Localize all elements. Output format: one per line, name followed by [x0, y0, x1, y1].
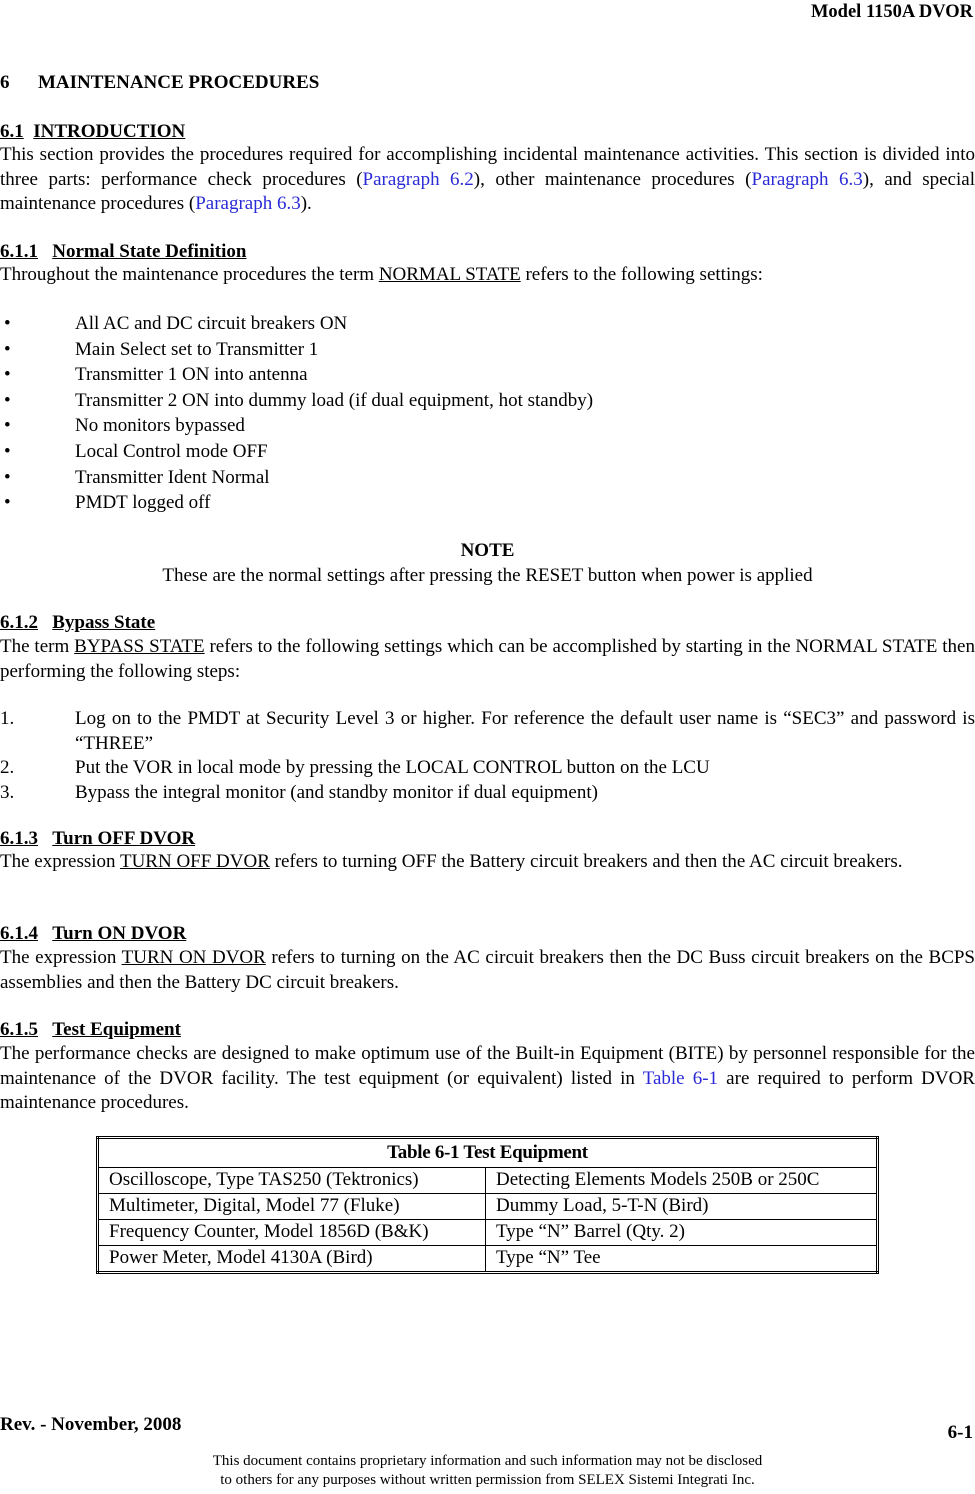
list-item-text: Local Control mode OFF — [75, 440, 268, 462]
table-cell: Type “N” Barrel (Qty. 2) — [486, 1220, 878, 1246]
text: The expression — [0, 851, 120, 872]
paragraph-link[interactable]: Paragraph 6.3 — [751, 168, 863, 190]
list-item — [0, 338, 975, 364]
chapter-number: 6 — [0, 72, 10, 93]
defined-term: TURN ON DVOR — [121, 947, 266, 968]
list-item — [0, 466, 975, 492]
list-item — [0, 781, 975, 806]
paragraph-link[interactable]: Paragraph 6.3 — [195, 193, 301, 214]
bullet: • — [4, 389, 11, 411]
list-item-text: Transmitter 2 ON into dummy load (if dual equipment, hot standby) — [75, 389, 594, 411]
defined-term: BYPASS STATE — [74, 636, 205, 657]
list-item-text: Main Select set to Transmitter 1 — [75, 338, 319, 360]
table-cell: Detecting Elements Models 250B or 250C — [486, 1168, 878, 1194]
list-item-text: No monitors bypassed — [75, 415, 245, 437]
text: This section provides the procedures required for accomplishing incidental maintenance activities. This section is divided into three parts: performance check procedures ( — [0, 144, 975, 190]
table-row — [98, 1246, 878, 1273]
list-item — [0, 363, 975, 389]
table-caption: Table 6-1 Test Equipment — [98, 1138, 878, 1168]
section-title: Normal State Definition — [52, 241, 247, 262]
section-number: 6.1.5 — [0, 1019, 38, 1040]
text: The expression — [0, 947, 122, 968]
text: refers to turning OFF the Battery circuit breakers and then the AC circuit breakers. — [269, 851, 903, 872]
chapter-title: MAINTENANCE PROCEDURES — [38, 72, 320, 93]
table-cell: Dummy Load, 5-T-N (Bird) — [486, 1194, 878, 1220]
document-header-model: Model 1150A DVOR — [810, 2, 973, 22]
table-cell: Type “N” Tee — [486, 1246, 878, 1273]
text: refers to the following settings which can be accomplished by starting in the NORMAL STATE then performing the following steps: — [0, 636, 975, 682]
list-item-text: Transmitter 1 ON into antenna — [75, 364, 308, 386]
section-number: 6.1.2 — [0, 612, 38, 633]
section-heading-bypass-state — [0, 611, 155, 636]
section-heading-introduction — [0, 120, 185, 145]
step-number: 2. — [0, 757, 15, 778]
bullet: • — [4, 364, 11, 386]
bypass-state-paragraph — [0, 635, 975, 684]
table-cell: Oscilloscope, Type TAS250 (Tektronics) — [98, 1168, 486, 1194]
test-equipment-paragraph — [0, 1042, 975, 1116]
bullet: • — [4, 415, 11, 437]
defined-term: NORMAL STATE — [378, 264, 521, 285]
list-item — [0, 389, 975, 415]
section-number: 6.1.1 — [0, 241, 38, 262]
list-item-text: Transmitter Ident Normal — [75, 466, 270, 488]
chapter-heading — [0, 71, 319, 96]
list-item — [0, 440, 975, 466]
section-title: Turn ON DVOR — [52, 923, 187, 944]
text: refers to the following settings: — [520, 264, 763, 285]
note-text: These are the normal settings after pressing the RESET button when power is applied — [162, 565, 813, 586]
text: Throughout the maintenance procedures the term — [0, 264, 379, 285]
introduction-paragraph — [0, 143, 975, 217]
list-item — [0, 756, 975, 781]
bullet: • — [4, 313, 11, 334]
section-title: Turn OFF DVOR — [52, 828, 196, 849]
list-item-text: All AC and DC circuit breakers ON — [75, 313, 348, 334]
list-item — [0, 414, 975, 440]
text: The term — [0, 636, 75, 657]
step-number: 3. — [0, 781, 15, 803]
turn-on-paragraph — [0, 946, 975, 995]
disclaimer-line: to others for any purposes without written permission from SELEX Sistemi Integrati Inc. — [220, 1472, 755, 1488]
normal-state-list — [0, 312, 975, 517]
step-text: Log on to the PMDT at Security Level 3 or higher. For reference the default user name is “SEC3” and password is “THREE” — [75, 708, 975, 754]
text: The performance checks are designed to make optimum use of the Built-in Equipment (BITE) by personnel responsible for the maintenance of the DVOR facility. The test equipment (or equivalent) listed in — [0, 1043, 975, 1089]
test-equipment-table — [96, 1136, 879, 1274]
step-text: Put the VOR in local mode by pressing the LOCAL CONTROL button on the LCU — [75, 757, 710, 778]
step-text: Bypass the integral monitor (and standby monitor if dual equipment) — [75, 781, 598, 803]
section-title: Bypass State — [52, 612, 156, 633]
normal-state-paragraph — [0, 263, 975, 288]
table-cell: Frequency Counter, Model 1856D (B&K) — [98, 1220, 486, 1246]
text: refers to turning on the AC circuit breakers then the DC Buss circuit breakers on the BCPS assemblies and then the Battery DC circuit breakers. — [0, 947, 975, 993]
note-title: NOTE — [460, 540, 515, 561]
section-number: 6.1 — [0, 121, 24, 142]
page-number: 6-1 — [947, 1422, 973, 1443]
section-heading-normal-state — [0, 240, 246, 265]
turn-off-paragraph — [0, 850, 975, 875]
bullet: • — [4, 492, 11, 514]
paragraph-link[interactable]: Paragraph 6.2 — [362, 168, 474, 190]
bullet: • — [4, 440, 11, 462]
bypass-steps-list — [0, 707, 975, 805]
list-item-text: PMDT logged off — [75, 492, 211, 514]
table-cell: Power Meter, Model 4130A (Bird) — [98, 1246, 486, 1273]
disclaimer-line: This document contains proprietary information and such information may not be disclosed — [212, 1453, 763, 1469]
table-caption-row — [98, 1138, 878, 1168]
step-number: 1. — [0, 708, 15, 729]
defined-term: TURN OFF DVOR — [119, 851, 270, 872]
table-row — [98, 1168, 878, 1194]
text: are required to perform DVOR maintenance procedures. — [0, 1067, 975, 1113]
text: ), other maintenance procedures ( — [473, 168, 752, 190]
list-item — [0, 707, 975, 756]
table-cell: Multimeter, Digital, Model 77 (Fluke) — [98, 1194, 486, 1220]
section-title: Test Equipment — [52, 1019, 181, 1040]
section-heading-turn-off — [0, 827, 195, 852]
section-heading-turn-on — [0, 922, 186, 947]
section-number: 6.1.4 — [0, 923, 38, 944]
bullet: • — [4, 466, 11, 488]
list-item — [0, 491, 975, 517]
table-row — [98, 1220, 878, 1246]
bullet: • — [4, 338, 11, 360]
section-heading-test-equipment — [0, 1018, 181, 1043]
proprietary-disclaimer — [0, 1452, 975, 1490]
section-number: 6.1.3 — [0, 828, 38, 849]
section-title: INTRODUCTION — [33, 121, 186, 142]
table-link[interactable]: Table 6-1 — [642, 1067, 719, 1089]
text: ), and special maintenance procedures ( — [0, 168, 975, 214]
text: ). — [300, 193, 312, 214]
table-row — [98, 1194, 878, 1220]
list-item — [0, 312, 975, 338]
revision-date: Rev. - November, 2008 — [0, 1414, 182, 1435]
